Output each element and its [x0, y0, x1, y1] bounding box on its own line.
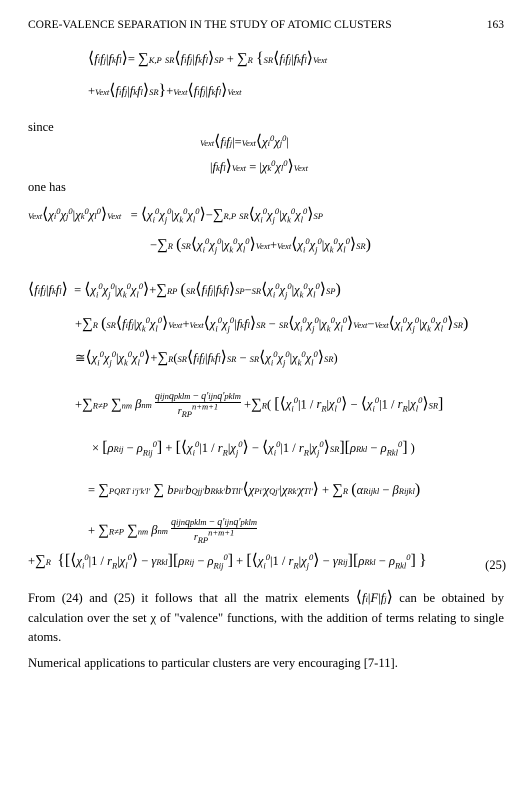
word-since: since — [28, 120, 54, 134]
paragraph-matrix-elements — [28, 588, 504, 647]
equation-line-2: +Vext⟨fifj|fkfl⟩SR}+Vext⟨fifj|fkfl⟩Vext — [88, 82, 242, 99]
equation-block-2-line-7: + ∑R≠P ∑nm βnm qijnqpklm − q'ijnq'pklm $r_{RP}^{n+m+1}$ — [88, 517, 257, 546]
equation-block-2-line-8: +∑R {[$⟨\chi_i^0|1$ / $r_R|\chi_l^0⟩ - \gamma Rkl][\rho Rij - \rho_{Rij}^0]$ + [$⟨\chi_i^0|1$ / $r_R|\chi_j^0⟩ - \gamma Rij][\rho Rkl - \rho_{Rkl}^0]$ } — [28, 552, 427, 571]
paragraph-numerical-applications: Numerical applications to particular clusters are very encouraging [7-11]. — [28, 656, 398, 670]
running-title: CORE-VALENCE SEPARATION IN THE STUDY OF ATOMIC CLUSTERS — [28, 19, 392, 31]
equation-since-1: $Vext⟨fifj|=Vext⟨\chi i^0\chi j^0|$ — [200, 133, 289, 151]
page-number: 163 — [486, 19, 504, 31]
paragraph-1-before: From (24) and (25) it follows that all the matrix elements — [28, 591, 350, 605]
paragraph-1-after: can be obtained by calculation over the set χ of "valence" functions, with the addition of terms relating to single atoms. — [28, 591, 504, 644]
matrix-element-inline: ⟨fi|F|fj⟩ — [355, 589, 393, 606]
word-one-has: one has — [28, 180, 66, 194]
running-header — [28, 19, 504, 35]
equation-block-2-line-1: ⟨fifj|fkfl⟩ = $⟨\chi_i^0\chi_j^0|\chi_k^0\chi_l^0⟩+\sum RP$ $(SR⟨fifj|fkfl⟩SP-SR⟨\chi_i^0\chi_j^0|\chi_k^0\chi_l^0⟩SP)$ — [28, 281, 341, 300]
equation-since-2: |fkfl⟩Vext = $|\chi k^0\chi l^0⟩Vext$ — [210, 158, 308, 176]
equation-block-1-line-1: $Vext⟨\chi i^0\chi j^0|\chi k^0\chi l^0⟩Vext$ = $⟨\chi_i^0\chi_j^0|\chi_k^0\chi_l^0⟩-\sum R,P$ $SR⟨\chi_i^0\chi_j^0|\chi_k^0\chi_l^0⟩SP$ — [28, 206, 323, 225]
equation-number: (25) — [485, 558, 506, 572]
equation-block-1-line-2: −∑R $(SR⟨\chi_i^0\chi_j^0|\chi_k^0\chi_l^0⟩Vext+Vext⟨\chi_i^0\chi_j^0|\chi_k^0\chi_l^0⟩SR)$ — [150, 236, 371, 255]
equation-block-2-line-2: +∑R ($SR⟨fifj|\chi_k^0\chi_l^0⟩Vext+Vext⟨\chi_i^0\chi_j^0|fkfl⟩SR$ − $SR⟨\chi_i^0\chi_j^0|\chi_k^0\chi_l^0⟩Vext-Vext⟨\chi_i^0\chi_j^0|\chi_k^0\chi_l^0⟩SR$) — [75, 315, 469, 334]
equation-block-2-line-6: = ∑PQRT i'j'k'l' ∑ bPii'bQjj'bRkk'bTll'⟨χPi'χQj'|χRk'χTl'⟩ + ∑R (αRijkl − βRijkl) — [88, 481, 421, 498]
equation-line-1: ⟨fifj|fkfl⟩= ∑K,P SR⟨fifj|fkfl⟩SP + ∑R {SR⟨fifj|fkfl⟩Vext — [88, 50, 328, 67]
equation-block-2-line-3: $≅⟨\chi_i^0\chi_j^0|\chi_k^0\chi_l^0⟩+\sum R(SR⟨fifj|fkfl⟩SR$ − $SR⟨\chi_i^0\chi_j^0|\chi_k^0\chi_l^0⟩SR$) — [75, 349, 338, 368]
equation-block-2-line-5: × $[\rho Rij - \rho_{Rij}^0]$ + [$⟨\chi_i^0|1$ / $r_R|\chi_j^0⟩$ − $⟨\chi_i^0|1$ / $r_R|\chi_j^0⟩SR][\rho Rkl - \rho_{Rkl}^0]$ ) — [92, 439, 415, 458]
equation-block-2-line-4: +∑R≠P ∑nm βnm qijnqpklm − q'ijnq'pklm $r_{RP}^{n+m+1}$ +∑R( [$⟨\chi_i^0|1$ / $r_R|\chi_l^0⟩$ − $⟨\chi_i^0|1$ / $r_R|\chi_l^0⟩SR$] — [75, 391, 444, 420]
